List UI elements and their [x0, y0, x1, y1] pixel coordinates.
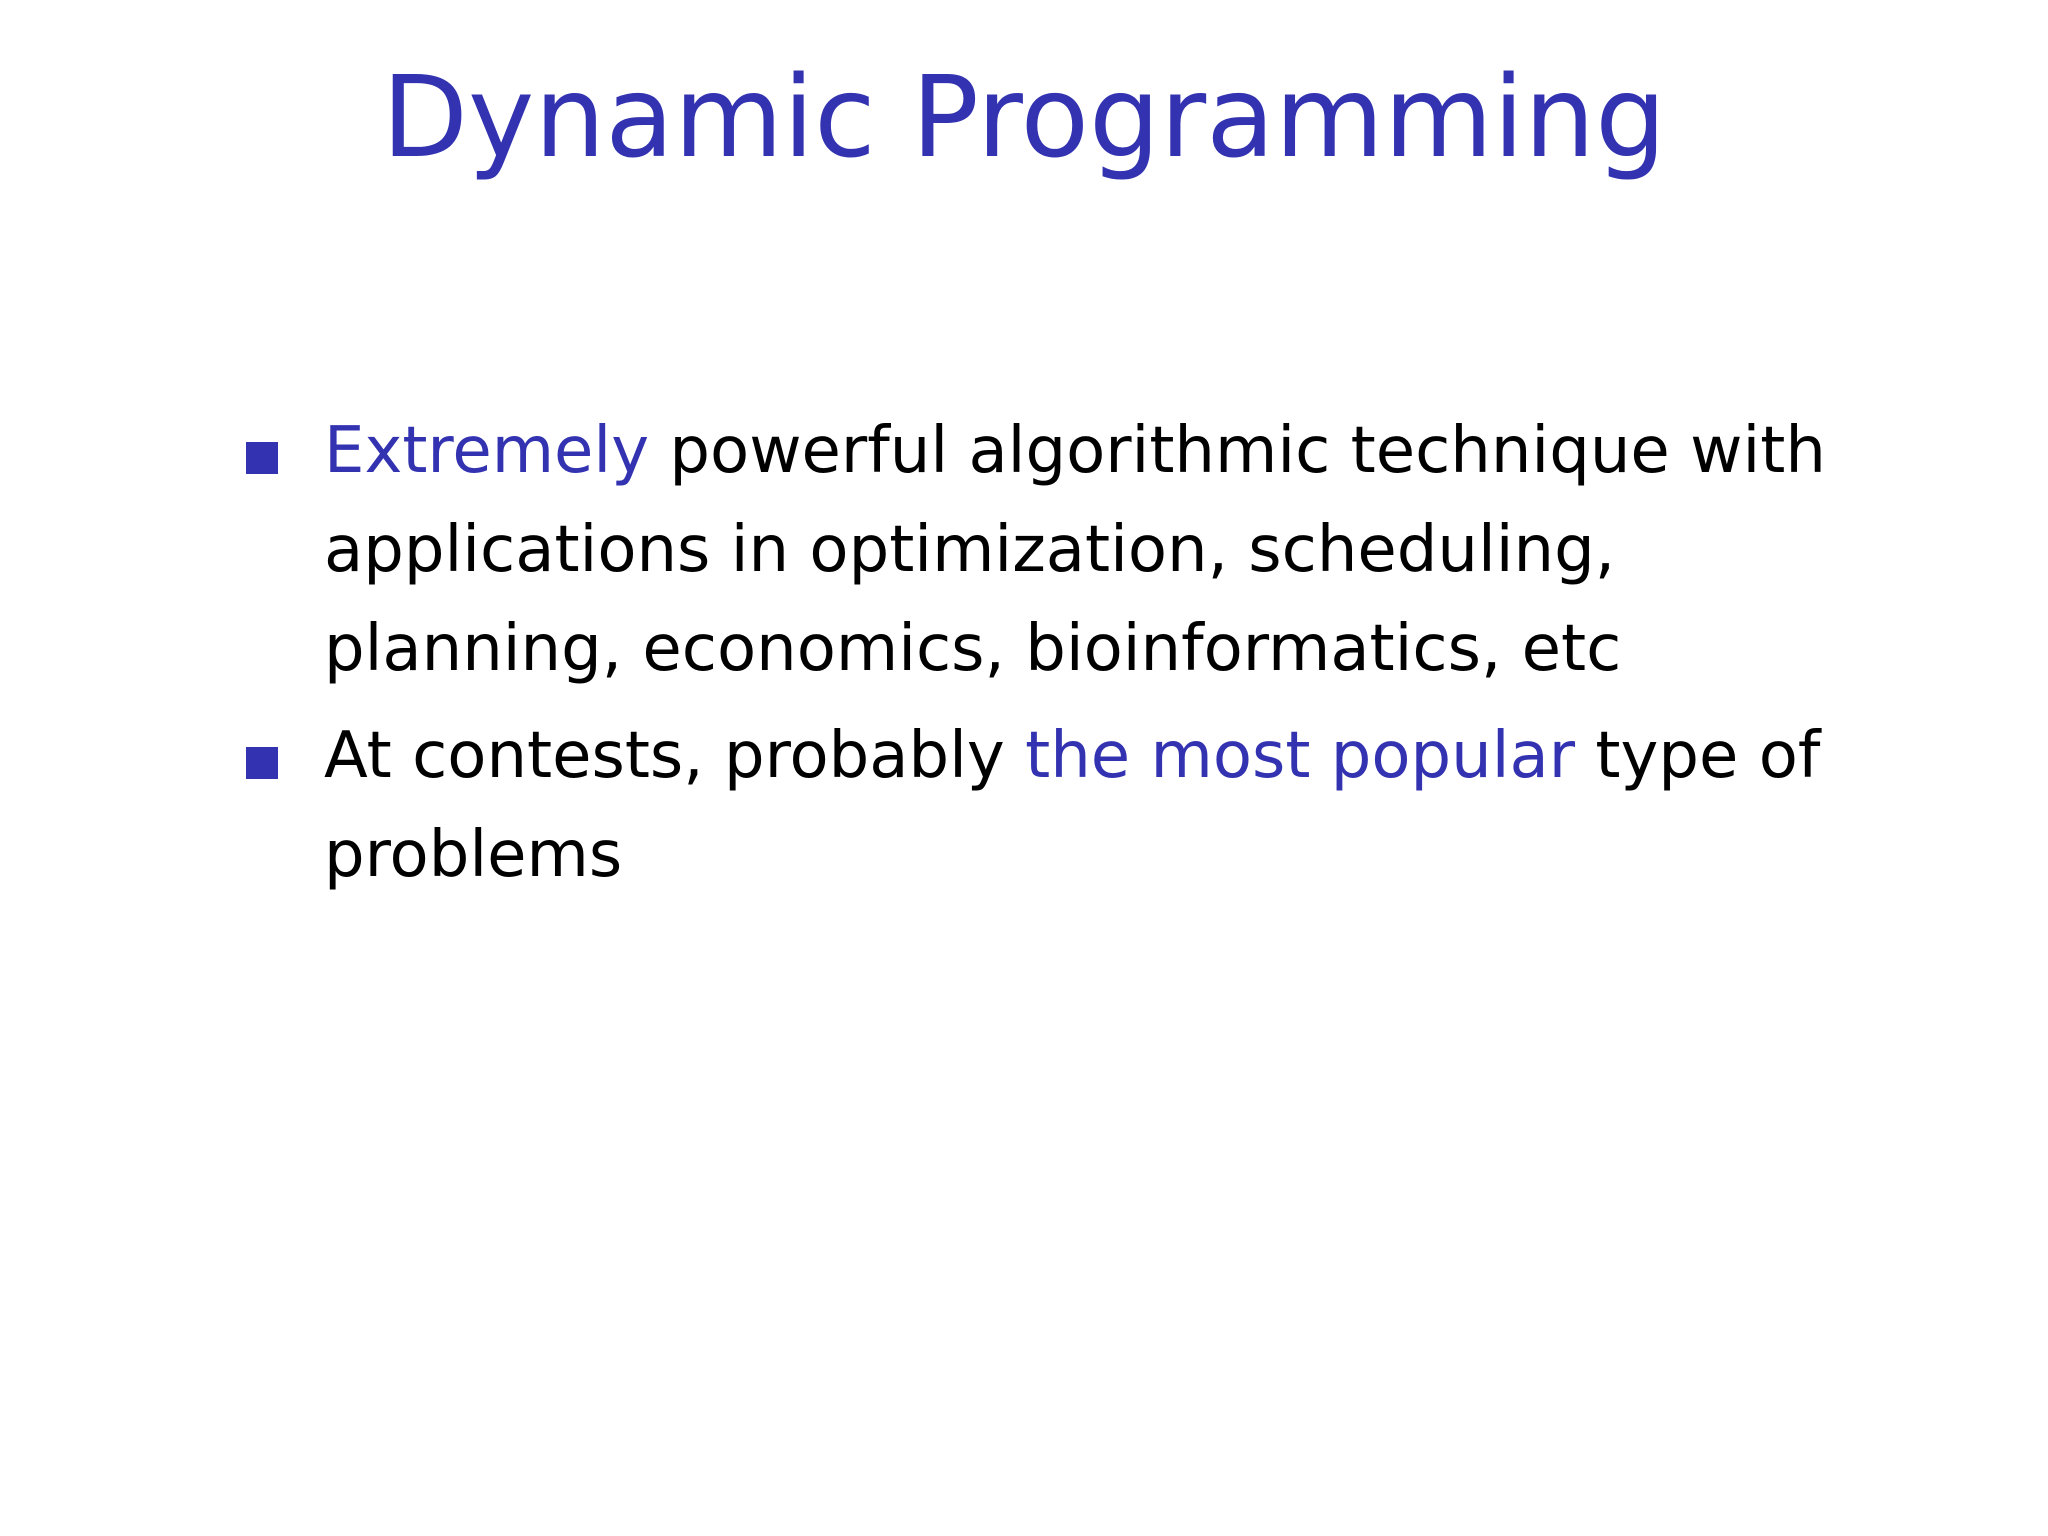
bullet-text-after: type of problems — [324, 719, 1821, 892]
slide-title: Dynamic Programming — [381, 53, 1667, 183]
highlight-text: Extremely — [324, 414, 650, 488]
highlight-text: the most popular — [1025, 719, 1576, 793]
square-bullet-icon — [246, 747, 278, 779]
square-bullet-icon — [246, 442, 278, 474]
bullet-item-2 — [246, 707, 1886, 905]
bullet-text: powerful algorithmic technique with applications in optimization, scheduling, planning, economics, bioinformatics, etc — [324, 414, 1826, 686]
bullet-item-1 — [246, 402, 1886, 699]
bullet-list — [246, 402, 1886, 913]
bullet-text-before: At contests, probably — [324, 719, 1026, 793]
